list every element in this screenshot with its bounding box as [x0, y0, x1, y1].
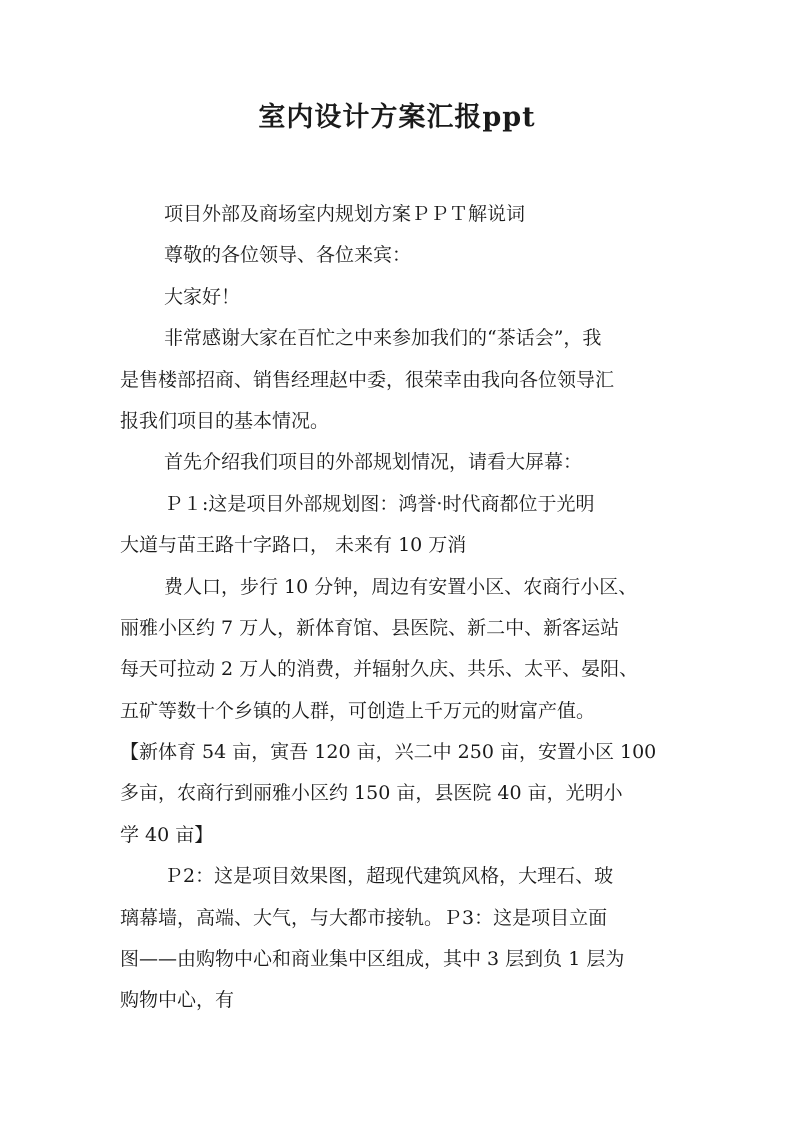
paragraph-line: 大道与苗王路十字路口， 未来有 10 万消 — [120, 534, 467, 557]
paragraph-line: 五矿等数十个乡镇的人群，可创造上千万元的财富产值。 — [120, 699, 596, 722]
document-title: 室内设计方案汇报ppt — [258, 102, 536, 133]
paragraph-line: 非常感谢大家在百忙之中来参加我们的“茶话会”，我 — [164, 327, 602, 350]
paragraph-line: 璃幕墙，高端、大气，与大都市接轨。Ｐ3：这是项目立面 — [120, 906, 608, 929]
paragraph-line: Ｐ2：这是项目效果图，超现代建筑风格，大理石、玻 — [164, 865, 614, 888]
paragraph-line: 大家好！ — [164, 285, 241, 308]
paragraph-line: 费人口，步行 10 分钟，周边有安置小区、农商行小区、 — [164, 575, 638, 598]
paragraph-line: Ｐ１:这是项目外部规划图：鸿誉·时代商都位于光明 — [164, 492, 595, 515]
paragraph-line: 多亩，农商行到丽雅小区约 150 亩，县医院 40 亩，光明小 — [120, 782, 623, 805]
paragraph-line: 【新体育 54 亩，寅吾 120 亩，兴二中 250 亩，安置小区 100 — [120, 741, 657, 764]
paragraph-line: 学 40 亩】 — [120, 823, 214, 846]
paragraph-line: 尊敬的各位领导、各位来宾： — [164, 244, 412, 267]
paragraph-line: 图——由购物中心和商业集中区组成，其中 3 层到负 1 层为 — [120, 948, 625, 971]
paragraph-line: 每天可拉动 2 万人的消费，并辐射久庆、共乐、太平、晏阳、 — [120, 658, 639, 681]
paragraph-line: 项目外部及商场室内规划方案ＰＰＴ解说词 — [164, 203, 526, 225]
paragraph-line: 报我们项目的基本情况。 — [120, 409, 330, 432]
document-body — [120, 194, 680, 1022]
paragraph-line: 首先介绍我们项目的外部规划情况，请看大屏幕： — [164, 451, 583, 474]
paragraph-line: 是售楼部招商、销售经理赵中委，很荣幸由我向各位领导汇 — [120, 368, 615, 391]
paragraph-line: 购物中心，有 — [120, 989, 235, 1012]
paragraph-line: 丽雅小区约 7 万人，新体育馆、县医院、新二中、新客运站 — [120, 616, 620, 639]
